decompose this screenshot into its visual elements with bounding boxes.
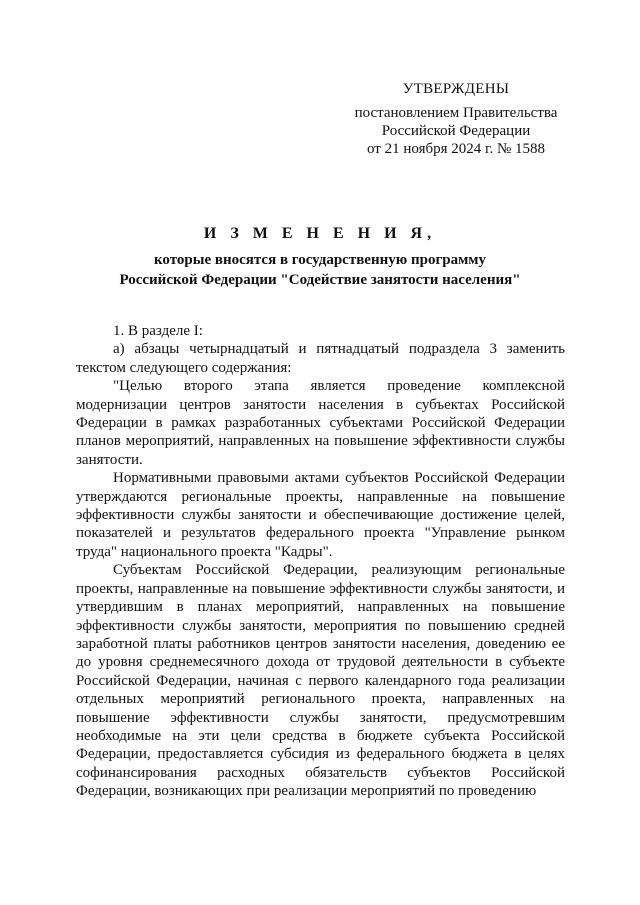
title-subtitle-line-2: Российской Федерации "Содействие занятости населения" [119, 272, 521, 288]
title-subtitle-line-1: которые вносятся в государственную программу [153, 252, 487, 268]
approval-line-resolution: постановлением Правительства [354, 105, 558, 121]
approval-heading: УТВЕРЖДЕНЫ [402, 81, 510, 97]
paragraph-goal-second-stage: "Целью второго этапа является проведение комплексной модернизации центров занятости населения в субъектах Российской Федерации в рамках разработанных субъектами Российской Федерации планов мероприятий, направленных на повышение эффективности службы занятости. [76, 378, 565, 468]
title-changes: И З М Е Н Е Н И Я, [203, 225, 437, 242]
paragraph-subsidy: Субъектам Российской Федерации, реализующим региональные проекты, направленные на повышение эффективности службы занятости, и утвердившим в планах мероприятий, направленных на повышение эффективности службы занятости, мероприятия по повышению средней заработной платы работников центров занятости населения, доведению ее до уровня среднемесячного дохода от трудовой деятельности в субъекте Российской Федерации, начиная с первого календарного года реализации отдельных мероприятий регионального проекта, направленных на повышение эффективности службы занятости, предусмотревшим необходимые на эти цели средства в бюджете субъекта Российской Федерации, предоставляется субсидия из федерального бюджета в целях софинансирования расходных обязательств субъектов Российской Федерации, возникающих при реализации мероприятий по проведению [76, 562, 565, 800]
approval-stamp [300, 80, 612, 158]
document-body [76, 322, 565, 801]
approval-line-date-number: от 21 ноября 2024 г. № 1588 [366, 141, 546, 157]
document-title [0, 224, 640, 290]
paragraph-regional-projects: Нормативными правовыми актами субъектов Российской Федерации утверждаются региональные проекты, направленные на повышение эффективности службы занятости и обеспечивающие достижение целей, показателей и результатов федерального проекта "Управление рынком труда" национального проекта "Кадры". [76, 470, 565, 560]
paragraph-section-1: 1. В разделе I: [113, 323, 203, 339]
approval-line-government: Российской Федерации [381, 123, 531, 139]
paragraph-item-a: а) абзацы четырнадцатый и пятнадцатый подраздела 3 заменить текстом следующего содержания: [76, 341, 565, 376]
